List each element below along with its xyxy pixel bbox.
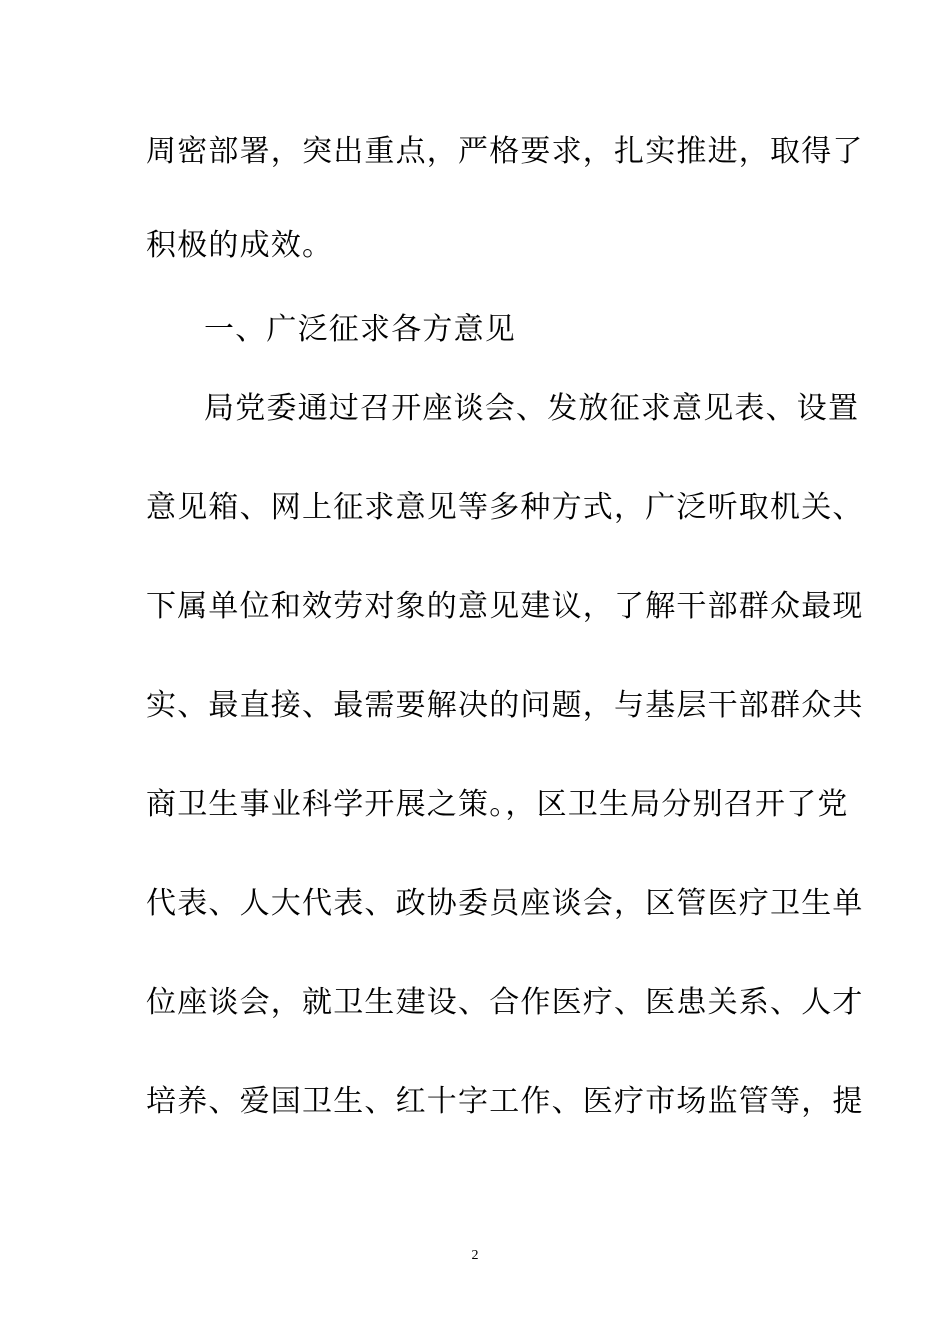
paragraph-line: 位座谈会，就卫生建设、合作医疗、医患关系、人才 xyxy=(146,985,864,1020)
paragraph-line: 商卫生事业科学开展之策。，区卫生局分别召开了党 xyxy=(146,787,849,822)
paragraph-line: 意见箱、网上征求意见等多种方式，广泛听取机关、 xyxy=(146,490,864,525)
page-number: 2 xyxy=(471,1248,479,1263)
section-heading: 一、广泛征求各方意见 xyxy=(204,312,516,347)
paragraph-line: 局党委通过召开座谈会、发放征求意见表、设置 xyxy=(204,391,860,426)
paragraph-line: 代表、人大代表、政协委员座谈会，区管医疗卫生单 xyxy=(146,886,864,921)
paragraph-line: 培养、爱国卫生、红十字工作、医疗市场监管等，提 xyxy=(146,1084,864,1119)
paragraph-line: 实、最直接、最需要解决的问题，与基层干部群众共 xyxy=(146,688,864,723)
paragraph-line: 下属单位和效劳对象的意见建议，了解干部群众最现 xyxy=(146,589,864,624)
paragraph-line: 积极的成效。 xyxy=(146,228,334,263)
paragraph-line: 周密部署，突出重点，严格要求，扎实推进，取得了 xyxy=(146,134,864,169)
